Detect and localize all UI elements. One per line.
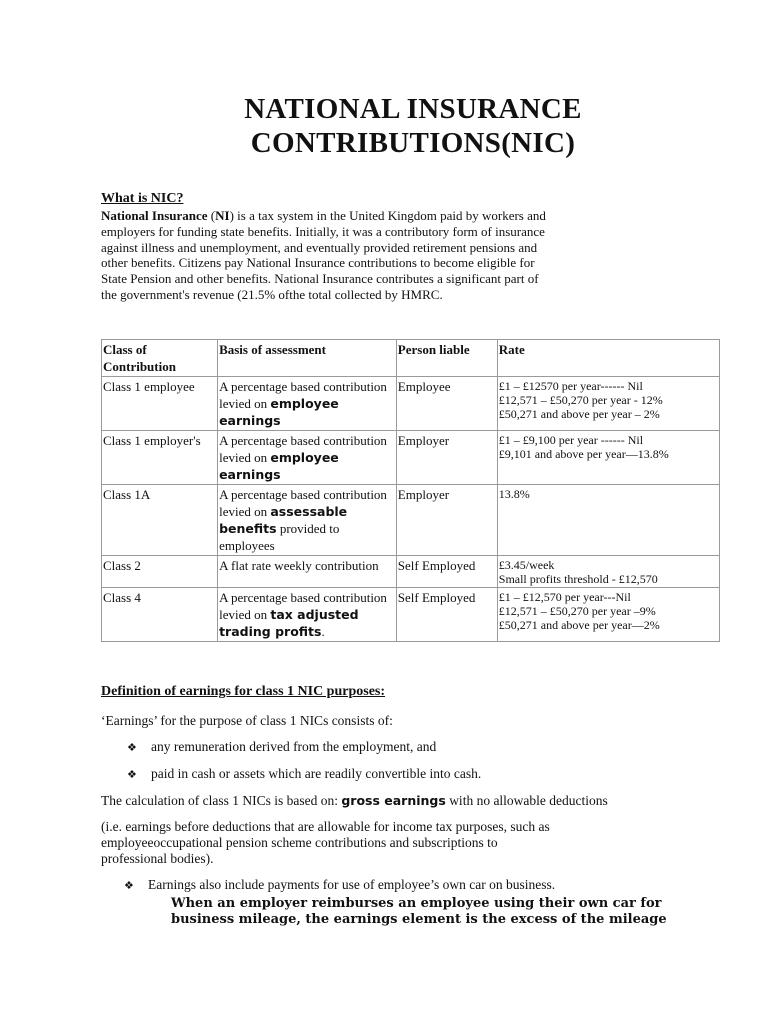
mileage-line: business mileage, the earnings element is the excess of the mileage bbox=[171, 912, 667, 927]
diamond-bullet-icon: ❖ bbox=[127, 769, 137, 781]
cell-rate bbox=[497, 485, 719, 556]
cell-person: Self Employed bbox=[396, 588, 497, 642]
basis-bold-text: tax adjusted trading profits bbox=[219, 607, 359, 639]
title-line-1: NATIONAL INSURANCE bbox=[244, 93, 582, 125]
rate-line: Small profits threshold - £12,570 bbox=[498, 572, 658, 586]
cell-class: Class 1A bbox=[102, 485, 218, 556]
earnings-definition-heading: Definition of earnings for class 1 NIC purposes: bbox=[101, 684, 386, 699]
basis-bold-text: employee earnings bbox=[219, 450, 339, 482]
calculation-sentence bbox=[101, 792, 608, 809]
cell-basis bbox=[218, 485, 397, 556]
intro-line bbox=[101, 208, 641, 224]
cell-person: Employee bbox=[396, 377, 497, 431]
rate-line: £1 – £12,570 per year---Nil bbox=[498, 590, 631, 604]
header-class: Class of Contribution bbox=[102, 340, 218, 377]
list-item bbox=[127, 765, 481, 784]
cell-basis bbox=[218, 588, 397, 642]
calc-bold-text: gross earnings bbox=[341, 793, 446, 808]
cell-basis bbox=[218, 431, 397, 485]
basis-text: A percentage based contribution levied on bbox=[219, 379, 387, 411]
list-item bbox=[124, 876, 555, 895]
cell-rate bbox=[497, 431, 719, 485]
earnings-intro: ‘Earnings’ for the purpose of class 1 NICs consists of: bbox=[101, 713, 393, 728]
intro-abbr-open: ( bbox=[207, 208, 216, 223]
cell-person: Employer bbox=[396, 431, 497, 485]
cell-class: Class 4 bbox=[102, 588, 218, 642]
cell-rate bbox=[497, 377, 719, 431]
calc-tail-text: with no allowable deductions bbox=[445, 793, 608, 808]
cell-class: Class 2 bbox=[102, 556, 218, 588]
cell-class: Class 1 employee bbox=[102, 377, 218, 431]
basis-text: A percentage based contribution levied on bbox=[219, 590, 387, 622]
bullet-text: any remuneration derived from the employment, and bbox=[151, 739, 437, 754]
intro-line: State Pension and other benefits. National Insurance contributes a significant part of bbox=[101, 271, 539, 287]
rate-line: £9,101 and above per year—13.8% bbox=[498, 447, 669, 461]
intro-term: National Insurance bbox=[101, 208, 208, 223]
table-row bbox=[102, 377, 720, 431]
what-is-nic-heading: What is NIC? bbox=[101, 191, 184, 206]
intro-line: other benefits. Citizens pay National Insurance contributions to become eligible for bbox=[101, 255, 535, 271]
cell-basis bbox=[218, 377, 397, 431]
header-person: Person liable bbox=[396, 340, 497, 377]
rate-line: £50,271 and above per year—2% bbox=[498, 618, 660, 632]
table-row bbox=[102, 431, 720, 485]
diamond-bullet-icon: ❖ bbox=[127, 742, 137, 754]
nic-classes-table bbox=[101, 339, 720, 642]
title-line-2: CONTRIBUTIONS(NIC) bbox=[250, 127, 576, 159]
basis-bold-text: employee earnings bbox=[219, 396, 339, 428]
table-row bbox=[102, 485, 720, 556]
rate-line: £12,571 – £50,270 per year - 12% bbox=[498, 393, 663, 407]
calc-text: The calculation of class 1 NICs is based on: bbox=[101, 793, 342, 808]
list-item bbox=[127, 738, 436, 757]
rate-line: £12,571 – £50,270 per year –9% bbox=[498, 604, 656, 618]
page-title bbox=[100, 92, 726, 160]
intro-line: the government's revenue (21.5% ofthe total collected by HMRC. bbox=[101, 286, 443, 302]
header-rate: Rate bbox=[497, 340, 719, 377]
ie-line: employeeoccupational pension scheme contributions and subscriptions to bbox=[101, 835, 498, 850]
basis-text: A percentage based contribution levied on bbox=[219, 433, 387, 465]
intro-abbr: NI bbox=[215, 208, 230, 223]
rate-line: 13.8% bbox=[498, 487, 530, 501]
intro-line: employers for funding state benefits. Initially, it was a contributory form of insurance bbox=[101, 223, 545, 239]
intro-line: against illness and unemployment, and eventually provided retirement pensions and bbox=[101, 239, 538, 255]
header-basis: Basis of assessment bbox=[218, 340, 397, 377]
cell-person: Self Employed bbox=[396, 556, 497, 588]
basis-text: A percentage based contribution levied on bbox=[219, 487, 387, 519]
ie-line: professional bodies). bbox=[101, 851, 214, 866]
table-header-row bbox=[102, 340, 720, 377]
cell-rate bbox=[497, 588, 719, 642]
nic-intro-paragraph bbox=[101, 208, 641, 303]
ie-line: (i.e. earnings before deductions that are allowable for income tax purposes, such as bbox=[101, 819, 550, 834]
rate-line: £1 – £9,100 per year ------ Nil bbox=[498, 433, 644, 447]
cell-basis bbox=[218, 556, 397, 588]
rate-line: £1 – £12570 per year------ Nil bbox=[498, 379, 643, 393]
cell-class: Class 1 employer's bbox=[102, 431, 218, 485]
mileage-line: When an employer reimburses an employee using their own car for bbox=[171, 896, 662, 911]
cell-person: Employer bbox=[396, 485, 497, 556]
table-row bbox=[102, 556, 720, 588]
bullet-text: paid in cash or assets which are readily convertible into cash. bbox=[151, 766, 482, 781]
rate-line: £50,271 and above per year – 2% bbox=[498, 407, 660, 421]
intro-line1-rest: ) is a tax system in the United Kingdom paid by workers and bbox=[229, 208, 546, 223]
diamond-bullet-icon: ❖ bbox=[124, 880, 134, 892]
table-row bbox=[102, 588, 720, 642]
bullet-text: Earnings also include payments for use of employee’s own car on business. bbox=[148, 877, 556, 892]
rate-line: £3.45/week bbox=[498, 558, 555, 572]
basis-tail-text: provided to employees bbox=[219, 521, 340, 553]
basis-tail-text: . bbox=[321, 624, 325, 639]
cell-rate bbox=[497, 556, 719, 588]
basis-text: A flat rate weekly contribution bbox=[219, 558, 379, 573]
basis-bold-text: assessable benefits bbox=[219, 504, 348, 536]
